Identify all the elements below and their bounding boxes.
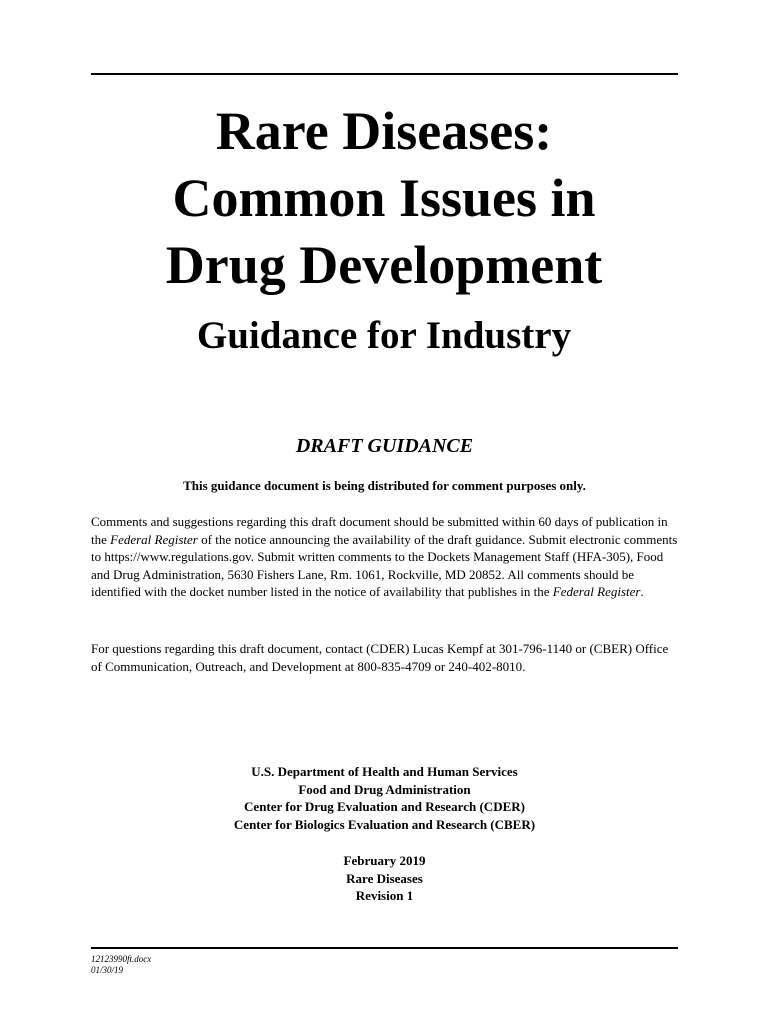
- comments-paragraph: [91, 513, 678, 601]
- title-line-2: Common Issues in: [172, 168, 596, 228]
- title-line-3: Drug Development: [165, 235, 603, 295]
- footer-date: 01/30/19: [91, 965, 124, 975]
- comments-text-3: .: [640, 584, 644, 599]
- footer: [91, 954, 391, 976]
- federal-register-2: Federal Register: [552, 584, 641, 599]
- comments-text-2: of the notice announcing the availability of the draft guidance. Submit electronic comments to https://www.regulations.gov. Submit written comments to the Dockets Management Staff (HFA-305), Food and Drug Administration, 5630 Fishers Lane, Rm. 1061, Rockville, MD 20852. All comments should be identified with the docket number listed in the notice of availability that publishes in the: [91, 531, 678, 599]
- agency-line-3: Center for Drug Evaluation and Research (CDER): [244, 799, 525, 814]
- category-label: Rare Diseases: [346, 870, 423, 886]
- federal-register-1: Federal Register: [110, 531, 198, 547]
- title-line-1: Rare Diseases:: [215, 101, 553, 161]
- document-title: [60, 98, 708, 299]
- date-block: [91, 852, 678, 905]
- bottom-rule: [91, 947, 678, 949]
- draft-heading: DRAFT GUIDANCE: [295, 435, 474, 457]
- top-rule: [91, 73, 678, 75]
- agency-line-4: Center for Biologics Evaluation and Research (CBER): [233, 816, 536, 832]
- agency-line-1: U.S. Department of Health and Human Services: [251, 764, 518, 779]
- publication-date: February 2019: [343, 853, 426, 868]
- comments-text-1: Comments and suggestions regarding this draft document should be submitted within 60 days of publication in the: [91, 514, 668, 547]
- revision-label: Revision 1: [355, 888, 414, 903]
- comment-notice: This guidance document is being distributed for comment purposes only.: [183, 478, 586, 493]
- agency-block: [91, 763, 678, 833]
- footer-filename: 12123990ft.docx: [91, 954, 152, 964]
- document-subtitle: Guidance for Industry: [196, 314, 572, 357]
- agency-line-2: Food and Drug Administration: [298, 781, 471, 797]
- questions-paragraph: For questions regarding this draft document, contact (CDER) Lucas Kempf at 301-796-1140 or (CBER) Office of Communication, Outreach, and Development at 800-835-4709 or 240-402-8010.: [91, 641, 669, 674]
